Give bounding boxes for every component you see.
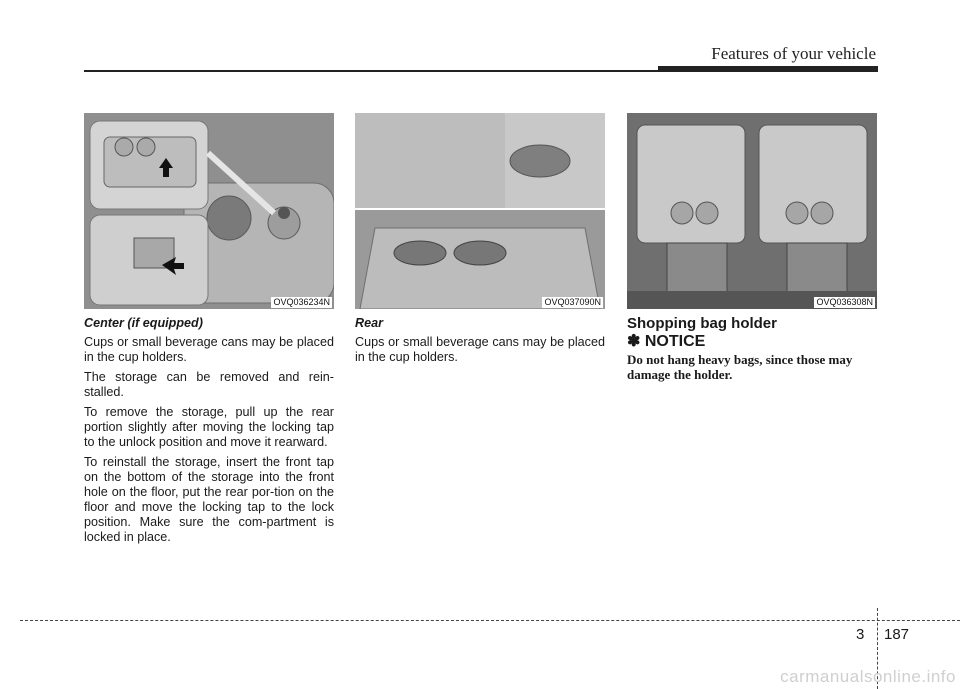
section-heading-shopping-bag: Shopping bag holder [627,315,777,332]
section-heading-rear: Rear [355,316,384,330]
column-shopping-bag [627,316,877,382]
page-number: 187 [884,626,910,643]
figure-code: OVQ036308N [816,297,873,307]
figure-code: OVQ036234N [273,297,330,307]
notice-text: Do not hang heavy bags, since those may damage the holder. [627,352,853,382]
chapter-number: 3 [856,626,865,643]
center-console-illustration [84,113,334,309]
paragraph: Cups or small beverage cans may be placed in the cup holders. [84,335,334,364]
column-rear [355,316,605,370]
notice-title: ✽ NOTICE [627,333,706,350]
footer-rule [20,620,960,621]
figure-shopping-bag-holder [627,113,877,309]
paragraph: To remove the storage, pull up the rear portion slightly after moving the locking tap to the unlock position and move it rearward. [84,405,334,449]
section-heading-center: Center (if equipped) [84,316,203,330]
figure-rear-cup-holders [355,113,605,309]
figure-code: OVQ037090N [544,297,601,307]
seat-back-illustration [627,113,877,309]
paragraph: The storage can be removed and rein-stalled. [84,370,334,399]
figure-center-console [84,113,334,309]
column-center [84,316,334,550]
rear-cup-holder-illustration [355,113,605,309]
paragraph: To reinstall the storage, insert the front tap on the bottom of the storage into the front hole on the floor, put the rear por-tion on the floor and move the locking tap to the lock position. Make sure the com-partment is locked in place. [84,455,334,544]
header-rule-accent [658,66,878,72]
paragraph: Cups or small beverage cans may be placed in the cup holders. [355,335,605,364]
header-title: Features of your vehicle [711,44,876,63]
watermark: carmanualsonline.info [780,667,956,686]
